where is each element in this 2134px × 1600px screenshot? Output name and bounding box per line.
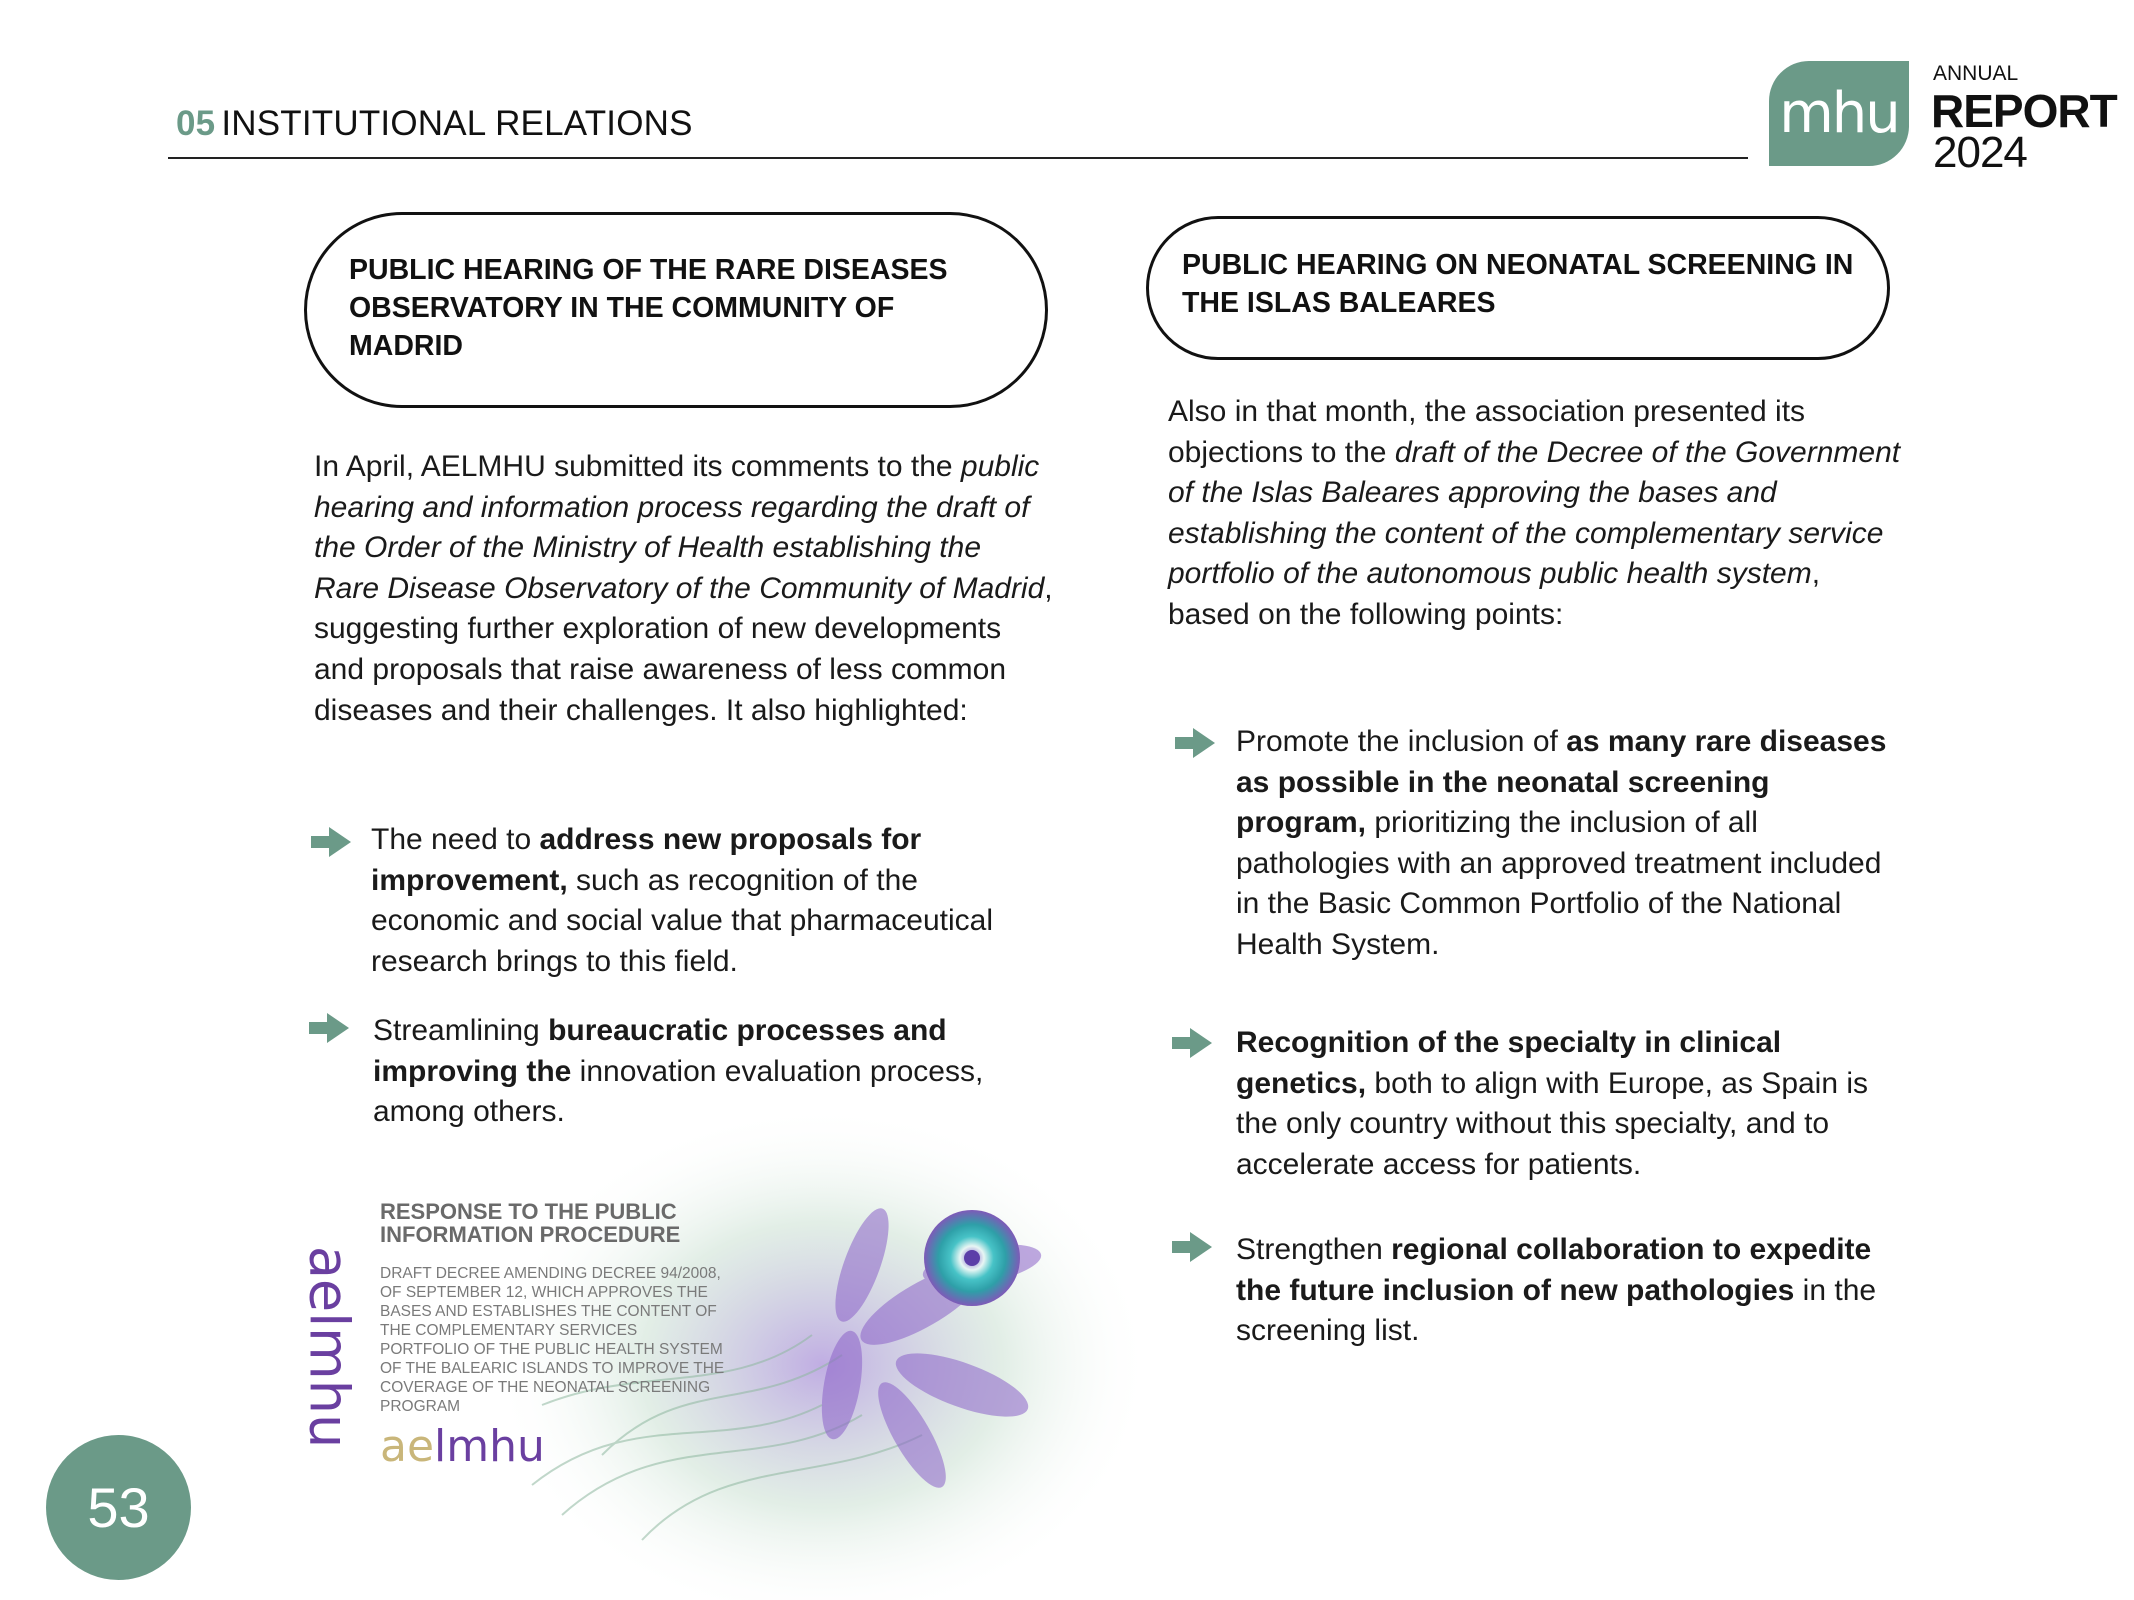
bullet-bold: regional collaboration to expedite the future inclusion of new pathologies [1236,1233,1872,1307]
aelmhu-vertical-logo [297,1155,361,1540]
bullet-bold: Recognition of the specialty in clinical genetics, [1236,1026,1782,1100]
arrow-bullet-icon [1175,728,1215,758]
section-title [176,104,693,144]
left-section-heading: PUBLIC HEARING OF THE RARE DISEASES OBSERVATORY IN THE COMMUNITY OF MADRID [304,212,1048,408]
page-number: 53 [46,1435,191,1580]
left-intro-italic: public hearing and information process regarding the draft of the Order of the Ministry of Health establishing the Rare Disease Observatory of the Community of Madrid [314,450,1045,605]
logo-text: mhu [1779,81,1899,146]
right-intro-text-2: , based on the following points: [1168,557,1821,631]
left-intro-text-2: , suggesting further exploration of new developments and proposals that raise awareness of less common diseases and their challenges. It also highlighted: [314,571,1053,727]
arrow-bullet-icon [311,827,351,857]
response-text-block [380,1200,730,1470]
bullet-text: Streamlining [373,1014,549,1047]
right-bullet-3 [1236,1230,1896,1352]
bullet-bold: address new proposals for improvement, [371,823,922,897]
response-title: RESPONSE TO THE PUBLIC INFORMATION PROCEDURE [380,1199,681,1247]
bullet-text: prioritizing the inclusion of all pathologies with an approved treatment included in the Basic Common Portfolio of the National Health System. [1236,806,1882,961]
bullet-bold: as many rare diseases as possible in the neonatal screening program, [1236,725,1887,840]
right-bullet-1 [1236,722,1896,966]
section-title-text: INSTITUTIONAL RELATIONS [221,104,693,143]
brand-ae: ae [380,1421,435,1472]
arrow-bullet-icon [309,1013,349,1043]
bullet-text: Strengthen [1236,1233,1392,1266]
arrow-bullet-icon [1172,1028,1212,1058]
response-document-image [297,1155,1048,1540]
header-divider [168,157,1748,159]
left-intro-text-1: In April, AELMHU submitted its comments to the [314,450,961,483]
bullet-text: The need to [371,823,540,856]
arrow-bullet-icon [1172,1232,1212,1262]
right-intro-paragraph [1168,392,1908,636]
bullet-text: Promote the inclusion of [1236,725,1567,758]
left-bullet-1 [371,820,1011,982]
left-bullet-2 [373,1011,1033,1133]
section-number: 05 [176,104,216,143]
left-intro-paragraph [314,447,1054,731]
report-label: REPORT [1931,85,2117,137]
response-body: DRAFT DECREE AMENDING DECREE 94/2008, OF SEPTEMBER 12, WHICH APPROVES THE BASES AND ESTABLISHES THE CONTENT OF THE COMPLEMENTARY SERVICES PORTFOLIO OF THE PUBLIC HEALTH SYSTEM OF THE BALEARIC ISLANDS TO IMPROVE THE COVERAGE OF THE NEONATAL SCREENING PROGRAM [380,1265,725,1415]
bullet-bold: bureaucratic processes and improving the [373,1014,947,1088]
bullet-text: both to align with Europe, as Spain is the only country without this specialty, and to accelerate access for patients. [1236,1066,1869,1181]
bullet-text: innovation evaluation process, among others. [373,1054,984,1129]
vertical-logo-text: aelmhu [297,1245,361,1449]
mhu-logo [1769,61,1909,166]
right-intro-italic: draft of the Decree of the Government of the Islas Baleares approving the bases and establishing the content of the complementary service portfolio of the autonomous public health system [1168,435,1901,591]
annual-label: ANNUAL [1933,62,2019,85]
bullet-text: in the screening list. [1236,1273,1877,1348]
report-year: 2024 [1933,128,2027,177]
aelmhu-brand [380,1421,730,1472]
bullet-text: such as recognition of the economic and social value that pharmaceutical research brings to this field. [371,863,994,978]
brand-lmhu: lmhu [434,1421,545,1472]
right-section-heading: PUBLIC HEARING ON NEONATAL SCREENING IN THE ISLAS BALEARES [1146,216,1890,360]
right-bullet-2 [1236,1023,1896,1185]
right-intro-text-1: Also in that month, the association presented its objections to the [1168,395,1806,469]
